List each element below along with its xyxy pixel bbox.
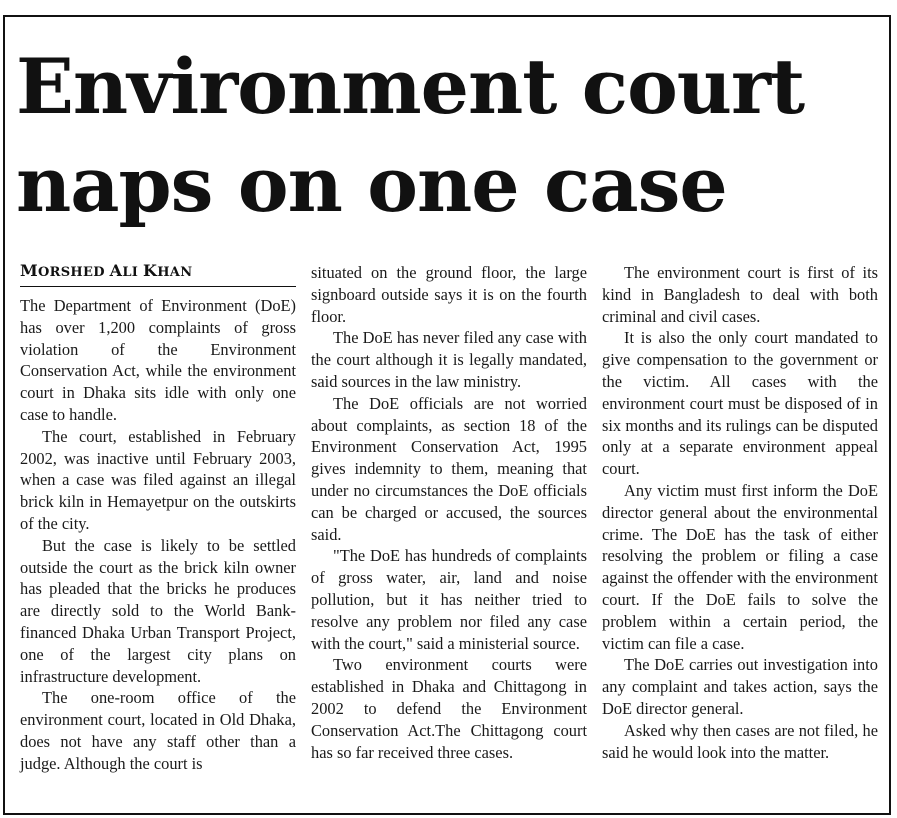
byline <box>20 262 296 287</box>
byline-initial: M <box>20 261 39 280</box>
paragraph: Asked why then cases are not filed, he said he would look into the matter. <box>602 720 878 762</box>
paragraph: The Department of Environment (DoE) has over 1,200 complaints of gross violation of the Environment Conservation Act, while the environment court in Dhaka sits idle with only one case to handle. <box>20 296 296 424</box>
column-2 <box>311 262 587 763</box>
byline-text: HAN <box>157 265 193 280</box>
byline-initial: A <box>109 261 123 280</box>
paragraph: The DoE has never filed any case with the court although it is legally mandated, said sources in the law ministry. <box>311 328 587 391</box>
byline-initial: K <box>143 261 158 280</box>
paragraph: The court, established in February 2002, was inactive until February 2003, when a case was filed against an illegal brick kiln in Hemayetpur on the outskirts of the city. <box>20 426 296 533</box>
headline-line-2: naps on one case <box>16 140 727 229</box>
headline <box>16 38 804 234</box>
paragraph: The DoE officials are not worried about complaints, as section 18 of the Environment Conservation Act, 1995 gives indemnity to them, meaning that under no circumstances the DoE officials can be charged or accused, the sources said. <box>311 393 587 544</box>
column-1 <box>20 262 296 775</box>
headline-line-1: Environment court <box>16 42 805 131</box>
column-3 <box>602 262 878 763</box>
byline-text: ORSHED <box>38 265 105 280</box>
paragraph: Two environment courts were established in Dhaka and Chittagong in 2002 to defend the Environment Conservation Act.The Chittagong court has so far received three cases. <box>311 655 587 762</box>
paragraph: It is also the only court mandated to give compensation to the government or the victim. All cases with the environment court must be disposed of in six months and its rulings can be disputed only at a separate environment appeal court. <box>602 328 878 479</box>
paragraph: The environment court is first of its kind in Bangladesh to deal with both criminal and civil cases. <box>602 263 878 326</box>
paragraph: The DoE carries out investigation into any complaint and takes action, says the DoE director general. <box>602 655 878 718</box>
paragraph: situated on the ground floor, the large signboard outside says it is on the fourth floor. <box>311 263 587 326</box>
paragraph: "The DoE has hundreds of complaints of gross water, air, land and noise pollution, but it has neither tried to resolve any problem nor filed any case with the court," said a ministerial source. <box>311 546 587 653</box>
paragraph: The one-room office of the environment court, located in Old Dhaka, does not have any staff other than a judge. Although the court is <box>20 688 296 773</box>
paragraph: Any victim must first inform the DoE director general about the environmental crime. The DoE has the task of either resolving the problem or filing a case against the offender with the environment court. If the DoE fails to solve the problem within a certain period, the victim can file a case. <box>602 480 878 653</box>
byline-text: LI <box>122 265 139 280</box>
paragraph: But the case is likely to be settled outside the court as the brick kiln owner has pleaded that the bricks he produces are directly sold to the World Bank-financed Dhaka Urban Transport Project, one of the largest city plans on infrastructure development. <box>20 535 296 686</box>
